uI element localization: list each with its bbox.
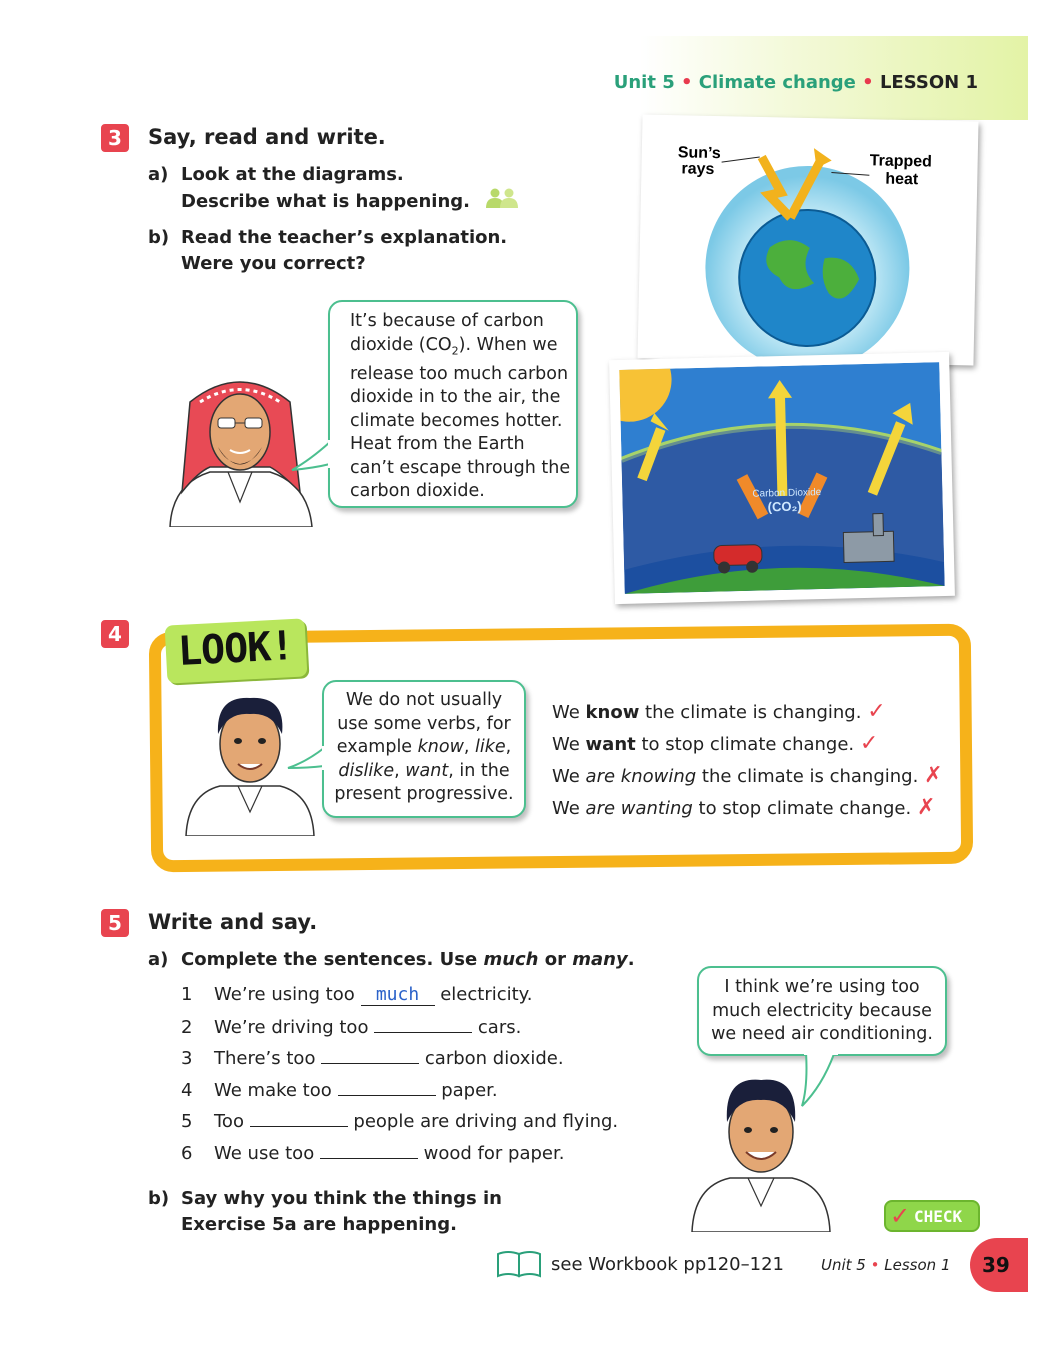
teacher-bubble-tail: [290, 440, 334, 478]
check-button[interactable]: [884, 1200, 980, 1232]
item-pre: There’s too: [214, 1048, 322, 1069]
item-post: carbon dioxide.: [419, 1048, 564, 1069]
cross-icon: ✗: [924, 763, 943, 788]
unit-header: [614, 72, 978, 93]
check-mark-icon: ✓: [890, 1202, 911, 1230]
label-rays: rays: [681, 160, 715, 179]
look-speech-bubble: [322, 680, 526, 818]
exercise-5a-list: [181, 984, 618, 1173]
answer-blank[interactable]: [320, 1142, 418, 1159]
rule-3-verb: are knowing: [585, 766, 697, 787]
label-3a: a): [148, 164, 169, 185]
header-sep: •: [681, 72, 693, 93]
item-number: 6: [181, 1142, 193, 1164]
rule-2-verb: want: [585, 734, 636, 755]
verb-dislike: dislike: [338, 760, 395, 781]
item-post: paper.: [435, 1079, 498, 1101]
label-co2: (CO₂): [767, 498, 802, 515]
rule-4: [552, 792, 943, 824]
section-3a: [148, 162, 522, 216]
pair-work-icon: [484, 188, 522, 216]
exercise-item-4: [181, 1079, 618, 1111]
rule-4-pre: We: [552, 798, 586, 819]
look-bubble-tail: [286, 746, 326, 780]
item-number: 1: [181, 984, 193, 1005]
diagram-greenhouse-earth: [637, 115, 978, 366]
look-line-3: [324, 736, 524, 760]
answer-blank[interactable]: [374, 1016, 472, 1033]
item-pre: We use too: [214, 1142, 320, 1164]
section-5-badge: 5: [101, 909, 129, 937]
look-line-1: We do not usually: [345, 690, 503, 710]
diagram-co2-atmosphere: [609, 352, 955, 604]
label-carbon-dioxide: Carbon Dioxide: [752, 487, 822, 500]
item-pre: We make too: [214, 1079, 338, 1101]
label-5b: b): [148, 1188, 170, 1209]
tick-icon: ✓: [867, 699, 886, 724]
label-trapped: Trapped: [869, 152, 933, 171]
rule-1-post: the climate is changing.: [639, 702, 862, 723]
look-line-3a: example: [336, 737, 418, 757]
look-line-2: use some verbs, for: [337, 713, 511, 734]
label-5a: a): [148, 949, 169, 970]
item-number: 4: [181, 1079, 193, 1101]
section-4-badge: 4: [101, 620, 129, 648]
section-3-title: Say, read and write.: [148, 125, 386, 149]
text-3a-line1: Look at the diagrams.: [181, 164, 404, 185]
teacher-line-2b: ). When we: [458, 334, 558, 355]
exercise-item-1: [181, 984, 618, 1016]
rule-2-post: to stop climate change.: [635, 734, 855, 755]
look-line-4: [324, 760, 524, 784]
rule-3-post: the climate is changing.: [696, 766, 919, 787]
text-3b-line1: Read the teacher’s explanation.: [181, 227, 508, 248]
look-title: LOOK!: [176, 623, 295, 675]
rule-1: [552, 696, 943, 728]
cross-icon: ✗: [916, 795, 936, 820]
teacher-line-4: dioxide in to the air, the: [350, 387, 561, 407]
header-lesson: LESSON 1: [879, 72, 978, 93]
exercise-item-6: [181, 1142, 618, 1174]
text-5a-dot: .: [627, 949, 635, 970]
teacher-speech-bubble: [328, 300, 578, 508]
boy-illustration-2: [686, 1070, 836, 1236]
check-label: CHECK: [914, 1207, 963, 1226]
look-line-3e: ,: [505, 737, 512, 757]
teacher-line-6: Heat from the Earth: [350, 434, 525, 454]
look-line-4d: , in the: [448, 760, 510, 781]
word-or: or: [538, 949, 573, 970]
item-pre: Too: [214, 1111, 250, 1132]
footer-lesson: Lesson 1: [884, 1256, 951, 1274]
rule-3: [552, 760, 943, 792]
verb-like: like: [475, 737, 506, 757]
section-5a: [148, 947, 635, 973]
text-3b-line2: Were you correct?: [181, 253, 366, 274]
page-number: 39: [982, 1253, 1010, 1277]
item-number: 2: [181, 1016, 193, 1038]
label-3b: b): [148, 227, 170, 248]
answer-blank[interactable]: [338, 1079, 436, 1096]
exercise-item-5: [181, 1110, 618, 1142]
look-line-4b: ,: [394, 760, 406, 781]
rule-3-pre: We: [552, 766, 586, 787]
footer-sep: •: [870, 1256, 880, 1274]
teacher-line-3: release too much carbon: [350, 363, 569, 384]
word-many: many: [572, 949, 628, 970]
item-post: wood for paper.: [417, 1142, 565, 1164]
header-topic: Climate change: [698, 72, 856, 93]
teacher-line-8: carbon dioxide.: [350, 481, 485, 501]
item-number: 3: [181, 1048, 193, 1069]
section-3b: [148, 225, 507, 277]
text-5b-line2: Exercise 5a are happening.: [181, 1214, 457, 1235]
label-suns: Sun’s: [677, 144, 721, 163]
exercise-item-2: [181, 1016, 618, 1048]
item-post: cars.: [472, 1016, 522, 1038]
text-3a-line2: Describe what is happening.: [181, 191, 471, 212]
teacher-line-2a: dioxide (CO: [350, 334, 452, 355]
section-5b: [148, 1186, 502, 1238]
answer-blank[interactable]: [250, 1110, 348, 1127]
look-line-5: present progressive.: [334, 784, 514, 804]
teacher-line-1: It’s because of carbon: [350, 311, 544, 331]
grammar-rules: [552, 696, 943, 824]
co2-subscript: 2: [451, 344, 459, 357]
teacher-line-5: climate becomes hotter.: [350, 410, 563, 431]
boy-speech-bubble: [697, 966, 947, 1056]
rule-4-post: to stop climate change.: [692, 798, 912, 819]
answer-field[interactable]: much: [361, 984, 435, 1006]
label-heat: heat: [885, 170, 919, 189]
word-much: much: [483, 949, 539, 970]
rule-1-verb: know: [585, 702, 640, 723]
book-icon: [496, 1250, 542, 1282]
text-5b-line1: Say why you think the things in: [181, 1188, 502, 1209]
section-5-title: Write and say.: [148, 910, 318, 934]
item-number: 5: [181, 1111, 193, 1132]
rule-4-verb: are wanting: [585, 798, 693, 819]
text-5a: Complete the sentences. Use: [181, 949, 484, 970]
header-sep-2: •: [862, 72, 874, 93]
exercise-item-3: [181, 1047, 618, 1079]
rule-1-pre: We: [552, 702, 586, 723]
tick-icon: ✓: [859, 731, 879, 756]
boy-line-3: we need air conditioning.: [711, 1024, 933, 1044]
section-3-badge: 3: [101, 124, 129, 152]
boy-line-2: much electricity because: [712, 1000, 932, 1021]
rule-2-pre: We: [552, 734, 586, 755]
header-unit: Unit 5: [613, 72, 675, 93]
boy-line-1: I think we’re using too: [724, 977, 920, 997]
item-post: people are driving and flying.: [347, 1111, 619, 1132]
answer-blank[interactable]: [321, 1047, 419, 1064]
item-pre: We’re using too: [214, 984, 361, 1005]
teacher-line-7: can’t escape through the: [350, 457, 571, 478]
rule-2: [552, 728, 943, 760]
footer-unit: Unit 5: [821, 1256, 866, 1274]
verb-know: know: [417, 737, 464, 757]
item-pre: We’re driving too: [214, 1016, 375, 1038]
teacher-line-2: [350, 334, 576, 363]
footer-unit-lesson: [821, 1256, 951, 1274]
workbook-reference: see Workbook pp120–121: [551, 1254, 784, 1275]
verb-want: want: [405, 760, 449, 781]
item-post: electricity.: [434, 984, 533, 1005]
look-line-3c: ,: [463, 737, 476, 757]
